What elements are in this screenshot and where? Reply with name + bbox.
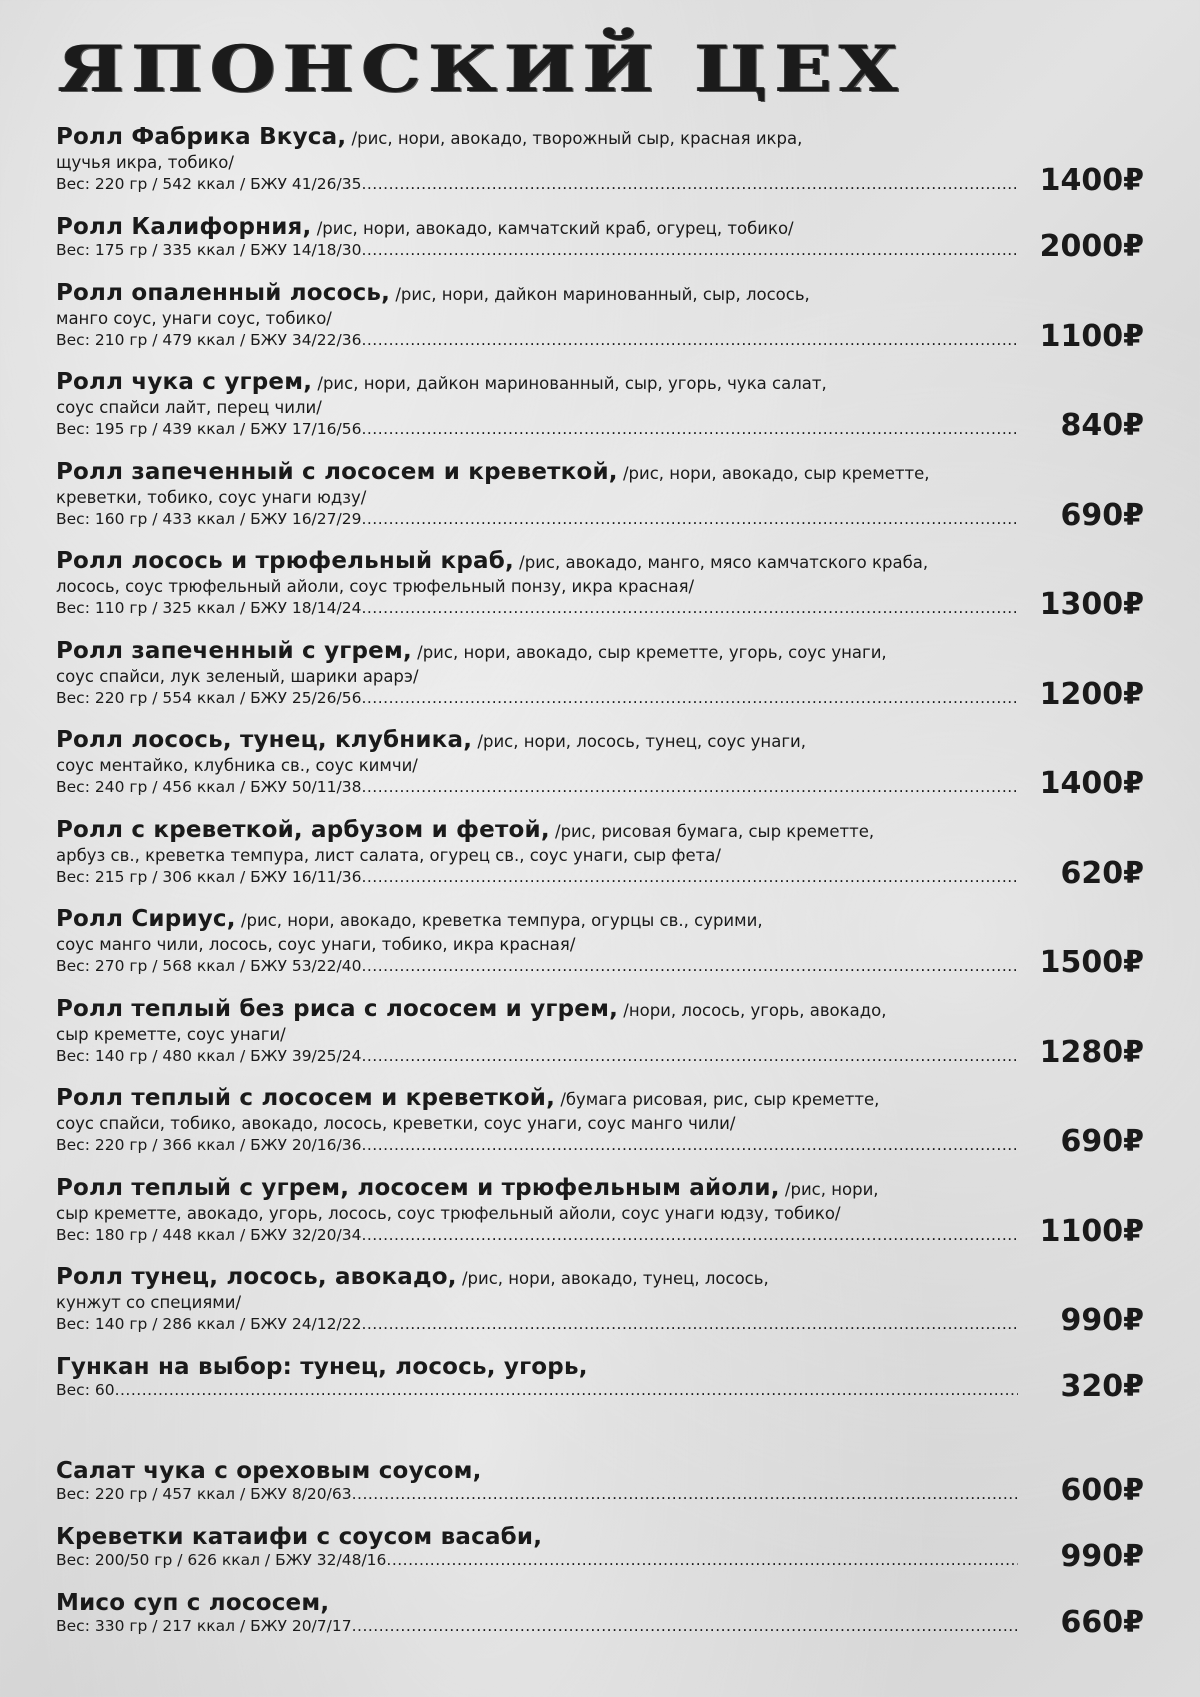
menu-item (56, 280, 1144, 370)
item-description: /рис, нори, авокадо, креветка темпура, огурцы св., сурими, (240, 911, 763, 930)
item-price: 660₽ (1060, 1604, 1144, 1640)
page-title: ЯПОНСКИЙ ЦЕХ (58, 32, 905, 107)
menu-item (56, 1590, 1144, 1656)
item-nutrition: Вес: 195 гр / 439 ккал / БЖУ 17/16/56 ..... (56, 419, 1018, 439)
item-description-cont: арбуз св., креветка темпура, лист салата, огурец св., соус унаги, сыр фета/ (56, 845, 721, 865)
item-price: 690₽ (1060, 497, 1144, 533)
item-price: 2000₽ (1039, 228, 1144, 264)
menu-item (56, 1175, 1144, 1265)
item-nutrition: Вес: 220 гр / 554 ккал / БЖУ 25/26/56 ..... (56, 688, 1018, 708)
item-description: /нори, лосось, угорь, авокадо, (623, 1000, 887, 1020)
item-nutrition: Вес: 215 гр / 306 ккал / БЖУ 16/11/36 ..... (56, 867, 1018, 887)
item-nutrition: Вес: 160 гр / 433 ккал / БЖУ 16/27/29 ..... (56, 509, 1018, 529)
item-description-cont: соус манго чили, лосось, соус унаги, тобико, икра красная/ (56, 935, 576, 954)
item-description-cont: лосось, соус трюфельный айоли, соус трюфельный понзу, икра красная/ (56, 577, 695, 596)
item-price: 840₽ (1060, 408, 1144, 443)
menu-item (56, 817, 1144, 907)
item-price: 320₽ (1060, 1368, 1144, 1404)
item-description: /бумага рисовая, рис, сыр креметте, (560, 1090, 880, 1109)
item-description: /рис, авокадо, манго, мясо камчатского краба, (519, 553, 929, 572)
menu-item (56, 214, 1144, 280)
item-description: /рис, нори, дайкон маринованный, сыр, угорь, чука салат, (317, 374, 827, 393)
item-nutrition: Вес: 210 гр / 479 ккал / БЖУ 34/22/36 ..... (56, 330, 1018, 350)
item-price: 1400₽ (1039, 163, 1144, 198)
item-description: /рис, нори, авокадо, камчатский краб, огурец, тобико/ (316, 218, 794, 238)
item-price: 1500₽ (1039, 945, 1144, 980)
item-description-cont: манго соус, унаги соус, тобико/ (56, 308, 332, 328)
item-nutrition: Вес: 180 гр / 448 ккал / БЖУ 32/20/34 ..... (56, 1225, 1018, 1245)
item-description: /рис, нори, (784, 1179, 879, 1199)
item-name: Ролл с креветкой, арбузом и фетой, (56, 816, 550, 843)
item-price: 620₽ (1060, 855, 1144, 891)
menu-page (56, 30, 1144, 1656)
menu-item (56, 996, 1144, 1086)
item-description-cont: соус спайси, лук зеленый, шарики арарэ/ (56, 666, 419, 686)
item-description-cont: сыр креметте, авокадо, угорь, лосось, соус трюфельный айоли, соус унаги юдзу, тобико/ (56, 1203, 841, 1223)
item-price: 1300₽ (1039, 587, 1144, 622)
item-description: /рис, нори, авокадо, творожный сыр, красная икра, (351, 129, 803, 148)
item-description: /рис, нори, дайкон маринованный, сыр, лосось, (395, 284, 810, 304)
item-description-cont: креветки, тобико, соус унаги юдзу/ (56, 487, 367, 507)
item-nutrition: Вес: 140 гр / 286 ккал / БЖУ 24/12/22 ..... (56, 1314, 1018, 1334)
item-name: Ролл Фабрика Вкуса, (56, 124, 347, 150)
menu-item (56, 1524, 1144, 1590)
item-nutrition: Вес: 220 гр / 457 ккал / БЖУ 8/20/63 ..... (56, 1484, 1018, 1504)
item-price: 600₽ (1060, 1472, 1144, 1508)
menu-item (56, 124, 1144, 214)
item-name: Ролл теплый с лососем и креветкой, (56, 1085, 556, 1111)
item-name: Креветки катаифи с соусом васаби, (56, 1523, 543, 1550)
item-name: Ролл запеченный с лососем и креветкой, (56, 458, 618, 485)
menu-list (56, 124, 1144, 1656)
item-price: 1200₽ (1039, 676, 1144, 712)
item-description: /рис, нори, авокадо, сыр креметте, угорь, соус унаги, (417, 642, 887, 662)
item-nutrition: Вес: 175 гр / 335 ккал / БЖУ 14/18/30 ..... (56, 240, 1018, 260)
menu-item (56, 638, 1144, 728)
item-description-cont: соус ментайко, клубника св., соус кимчи/ (56, 756, 418, 775)
menu-item (56, 1085, 1144, 1175)
item-name: Мисо суп с лососем, (56, 1589, 330, 1616)
item-name: Ролл запеченный с угрем, (56, 637, 412, 664)
item-price: 990₽ (1060, 1303, 1144, 1338)
item-nutrition: Вес: 220 гр / 542 ккал / БЖУ 41/26/35 ..... (56, 174, 1018, 194)
menu-item (56, 459, 1144, 549)
item-description-cont: щучья икра, тобико/ (56, 153, 234, 172)
item-description-cont: соус спайси лайт, перец чили/ (56, 398, 322, 417)
menu-item (56, 548, 1144, 638)
item-name: Ролл лосось, тунец, клубника, (56, 727, 473, 753)
item-nutrition: Вес: 270 гр / 568 ккал / БЖУ 53/22/40 ..... (56, 956, 1018, 976)
item-name: Ролл тунец, лосось, авокадо, (56, 1264, 457, 1290)
item-nutrition: Вес: 140 гр / 480 ккал / БЖУ 39/25/24 ..... (56, 1046, 1018, 1066)
item-nutrition: Вес: 110 гр / 325 ккал / БЖУ 18/14/24 ..... (56, 598, 1018, 618)
item-price: 1280₽ (1039, 1034, 1144, 1070)
item-name: Ролл Калифорния, (56, 213, 312, 240)
menu-item (56, 906, 1144, 996)
item-description-cont: сыр креметте, соус унаги/ (56, 1024, 286, 1044)
menu-item (56, 1264, 1144, 1354)
item-price: 1400₽ (1039, 766, 1144, 801)
item-description: /рис, нори, лосось, тунец, соус унаги, (477, 732, 806, 751)
item-name: Ролл теплый с угрем, лососем и трюфельным айоли, (56, 1174, 780, 1201)
item-nutrition: Вес: 220 гр / 366 ккал / БЖУ 20/16/36 ..... (56, 1135, 1018, 1155)
item-name: Ролл теплый без риса с лососем и угрем, (56, 995, 619, 1022)
item-price: 690₽ (1060, 1124, 1144, 1159)
item-price: 990₽ (1060, 1538, 1144, 1574)
item-nutrition: Вес: 60 ..... (56, 1380, 1018, 1400)
item-description-cont: кунжут со специями/ (56, 1293, 242, 1312)
item-name: Ролл чука с угрем, (56, 369, 313, 395)
item-name: Гункан на выбор: тунец, лосось, угорь, (56, 1353, 588, 1380)
item-price: 1100₽ (1039, 1213, 1144, 1249)
item-nutrition: Вес: 330 гр / 217 ккал / БЖУ 20/7/17 ..... (56, 1616, 1018, 1636)
item-name: Салат чука с ореховым соусом, (56, 1457, 482, 1484)
item-nutrition: Вес: 200/50 гр / 626 ккал / БЖУ 32/48/16 ..... (56, 1550, 1018, 1570)
item-name: Ролл Сириус, (56, 906, 236, 932)
menu-item (56, 1354, 1144, 1420)
item-nutrition: Вес: 240 гр / 456 ккал / БЖУ 50/11/38 ..... (56, 777, 1018, 797)
item-description: /рис, нори, авокадо, сыр креметте, (622, 463, 930, 483)
item-description-cont: соус спайси, тобико, авокадо, лосось, креветки, соус унаги, соус манго чили/ (56, 1114, 736, 1133)
item-price: 1100₽ (1039, 318, 1144, 354)
menu-item (56, 1458, 1144, 1524)
item-description: /рис, рисовая бумага, сыр креметте, (555, 821, 875, 841)
item-name: Ролл лосось и трюфельный краб, (56, 548, 514, 574)
item-name: Ролл опаленный лосось, (56, 279, 391, 306)
menu-item (56, 369, 1144, 459)
item-description: /рис, нори, авокадо, тунец, лосось, (461, 1269, 769, 1288)
menu-item (56, 727, 1144, 817)
